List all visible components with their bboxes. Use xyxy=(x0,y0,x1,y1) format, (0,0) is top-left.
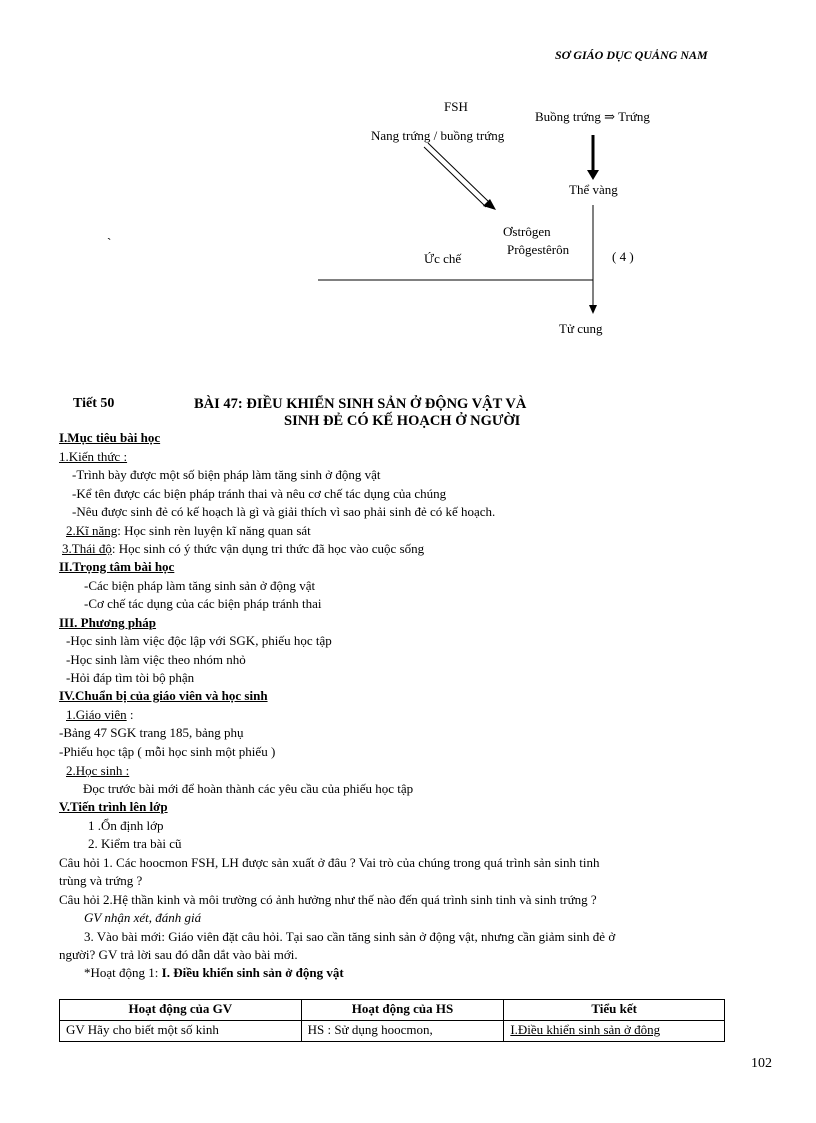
teacher-heading: 1.Giáo viên xyxy=(66,707,127,722)
teacher-heading-suffix: : xyxy=(126,707,134,722)
procedure-step2: 2. Kiểm tra bài cũ xyxy=(88,836,182,851)
procedure-heading: V.Tiến trình lên lớp xyxy=(59,799,168,814)
procedure-step1: 1 .Ổn định lớp xyxy=(88,818,164,833)
activity-title: I. Điều khiển sinh sản ở động vật xyxy=(161,965,344,980)
diagram-ovary-egg: Buồng trứng ⇒ Trứng xyxy=(535,109,650,124)
header-department: SƠ GIÁO DỤC QUẢNG NAM xyxy=(555,48,708,62)
activity-table xyxy=(59,999,725,1042)
follicle-arrowhead xyxy=(483,199,496,210)
knowledge-item: -Trình bày được một số biện pháp làm tăng sinh ở động vật xyxy=(72,467,381,482)
attitude-label: 3.Thái độ xyxy=(62,541,112,556)
knowledge-item: -Kể tên được các biện pháp tránh thai và nêu cơ chế tác dụng của chúng xyxy=(72,486,447,501)
attitude-text: : Học sinh có ý thức vận dụng tri thức đã học vào cuộc sống xyxy=(111,541,425,556)
method-item: -Học sinh làm việc theo nhóm nhỏ xyxy=(66,652,246,667)
step3-line1: 3. Vào bài mới: Giáo viên đặt câu hỏi. Tại sao cần tăng sinh sản ở động vật, nhưng cần giảm sinh đẻ ở xyxy=(84,929,616,944)
page-number: 102 xyxy=(751,1056,772,1071)
table-row xyxy=(60,1021,725,1042)
focus-item: -Các biện pháp làm tăng sinh sản ở động vật xyxy=(84,578,316,593)
diagram-estrogen: Ơstrôgen xyxy=(503,224,551,239)
focus-heading: II.Trọng tâm bài học xyxy=(59,559,175,574)
attitude-line xyxy=(62,542,424,557)
teacher-item: -Bảng 47 SGK trang 185, bảng phụ xyxy=(59,725,244,740)
corpus-arrowhead xyxy=(587,170,599,180)
student-item: Đọc trước bài mới để hoàn thành các yêu cầu của phiếu học tập xyxy=(83,781,414,796)
follicle-arrow-line-2 xyxy=(424,147,486,207)
teacher-comment: GV nhận xét, đánh giá xyxy=(84,910,202,925)
teacher-heading-line xyxy=(66,708,134,723)
method-heading: III. Phương pháp xyxy=(59,615,157,630)
lesson-period: Tiết 50 xyxy=(73,396,115,411)
method-item: -Hỏi đáp tìm tòi bộ phận xyxy=(66,670,195,685)
activity-prefix: *Hoạt động 1: xyxy=(84,965,162,980)
step3-line2: người? GV trả lời sau đó dẫn dắt vào bài mới. xyxy=(59,947,298,962)
student-heading: 2.Học sinh : xyxy=(66,763,130,778)
table-cell-gv: GV Hãy cho biết một số kinh xyxy=(60,1021,302,1042)
question2: Câu hỏi 2.Hệ thần kinh và môi trường có ảnh hưởng như thế nào đến quá trình sinh tinh và sinh trứng ? xyxy=(59,892,597,907)
skills-label: 2.Kĩ năng xyxy=(66,523,118,538)
table-header-gv: Hoạt động của GV xyxy=(60,1000,302,1021)
diagram-number: ( 4 ) xyxy=(612,249,634,264)
skills-line xyxy=(66,524,311,539)
knowledge-item: -Nêu được sinh đẻ có kế hoạch là gì và giải thích vì sao phải sinh đẻ có kế hoạch. xyxy=(72,504,496,519)
lesson-title-line1: BÀI 47: ĐIỀU KHIỂN SINH SẢN Ở ĐỘNG VẬT VÀ xyxy=(194,396,527,412)
question1-line2: trùng và trứng ? xyxy=(59,873,143,888)
knowledge-heading: 1.Kiến thức : xyxy=(59,449,128,464)
table-cell-hs: HS : Sử dụng hoocmon, xyxy=(301,1021,504,1042)
diagram-corpus-luteum: Thể vàng xyxy=(569,182,618,197)
follicle-arrow-line-1 xyxy=(428,143,490,203)
activity-line xyxy=(84,966,344,981)
diagram-fsh: FSH xyxy=(444,99,468,114)
diagram-stray-mark: ` xyxy=(107,235,112,250)
uterus-arrowhead xyxy=(589,305,597,314)
objectives-heading: I.Mục tiêu bài học xyxy=(59,430,161,445)
preparation-heading: IV.Chuẩn bị của giáo viên và học sinh xyxy=(59,688,268,703)
diagram-progesterone: Prôgestêrôn xyxy=(507,242,570,257)
lesson-title-line2: SINH ĐẺ CÓ KẾ HOẠCH Ở NGƯỜI xyxy=(284,413,521,429)
focus-item: -Cơ chế tác dụng của các biện pháp tránh thai xyxy=(84,596,322,611)
method-item: -Học sinh làm việc độc lập với SGK, phiếu học tập xyxy=(66,633,332,648)
table-header-summary: Tiểu kết xyxy=(504,1000,725,1021)
table-cell-summary: I.Điều khiển sinh sản ở đông xyxy=(504,1021,725,1042)
diagram-inhibit: Ức chế xyxy=(424,251,462,266)
table-header-row xyxy=(60,1000,725,1021)
hormone-diagram xyxy=(0,0,816,360)
diagram-uterus: Tử cung xyxy=(559,321,603,336)
skills-text: : Học sinh rèn luyện kĩ năng quan sát xyxy=(117,523,311,538)
question1-line1: Câu hỏi 1. Các hoocmon FSH, LH được sản xuất ở đâu ? Vai trò của chúng trong quá trình sản sinh tinh xyxy=(59,855,600,870)
teacher-item: -Phiếu học tập ( mỗi học sinh một phiếu ) xyxy=(59,744,276,759)
diagram-follicle: Nang trứng / buồng trứng xyxy=(371,128,505,143)
table-header-hs: Hoạt động của HS xyxy=(301,1000,504,1021)
